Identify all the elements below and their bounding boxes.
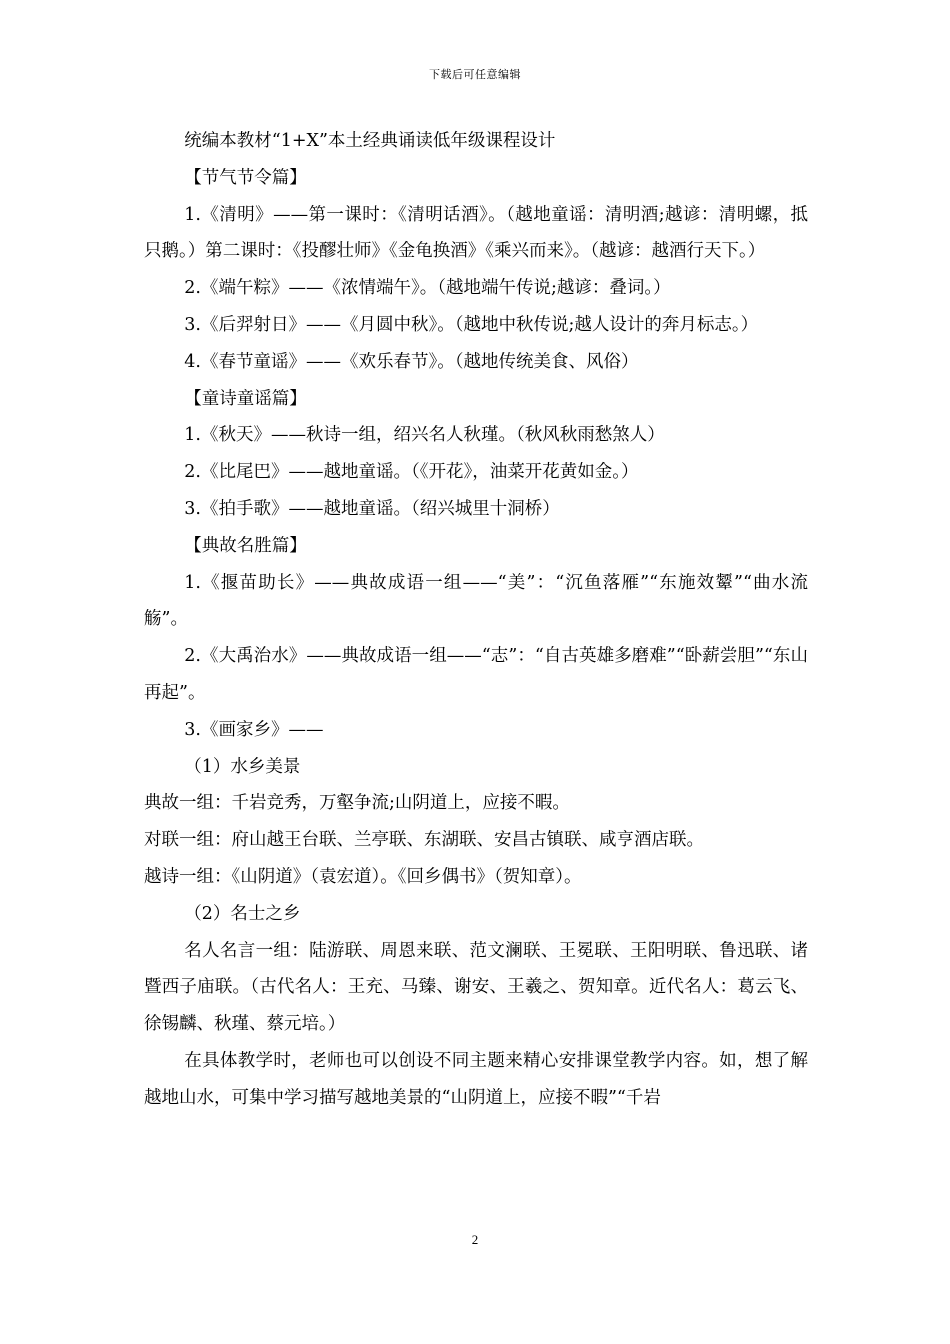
- item-qingming: 1.《清明》——第一课时：《清明话酒》。（越地童谣：清明酒;越谚：清明螺，抵只鹅。）第二课时：《投醪壮师》《金龟换酒》《乘兴而来》。（越谚：越酒行天下。）: [144, 204, 808, 262]
- line-poems-group: 越诗一组：《山阴道》（袁宏道）。《回乡偶书》（贺知章）。: [144, 866, 582, 887]
- item-clapping-song: 3.《拍手歌》——越地童谣。（绍兴城里十洞桥）: [184, 498, 560, 519]
- page-number: 2: [471, 1232, 479, 1247]
- header-note: 下载后可任意编辑: [429, 68, 521, 81]
- subheading-water-town: （1）水乡美景: [184, 756, 301, 777]
- item-hometown: 3.《画家乡》——: [184, 719, 324, 740]
- section-heading-allusions: 【典故名胜篇】: [184, 535, 307, 556]
- item-dayu: 2.《大禹治水》——典故成语一组——“志”：“自古英雄多磨难”“卧薪尝胆”“东山再起”。: [144, 646, 808, 703]
- item-yamiao: 1.《揠苗助长》——典故成语一组——“美”：“沉鱼落雁”“东施效颦”“曲水流觞”。: [144, 572, 808, 630]
- paragraph-teaching-note: 在具体教学时，老师也可以创设不同主题来精心安排课堂教学内容。如，想了解越地山水，可集中学习描写越地美景的“山阴道上，应接不暇”“千岩: [144, 1050, 808, 1108]
- subheading-scholars: （2）名士之乡: [184, 903, 301, 924]
- document-body: [144, 123, 808, 1117]
- section-heading-solar-terms: 【节气节令篇】: [184, 167, 307, 188]
- item-duanwu: 2.《端午粽》——《浓情端午》。（越地端午传说;越谚：叠词。）: [184, 278, 671, 299]
- line-famous-quotes: 名人名言一组：陆游联、周恩来联、范文澜联、王冕联、王阳明联、鲁迅联、诸暨西子庙联。（古代名人：王充、马臻、谢安、王羲之、贺知章。近代名人：葛云飞、徐锡麟、秋瑾、蔡元培。）: [144, 940, 808, 1035]
- item-spring-festival: 4.《春节童谣》——《欢乐春节》。（越地传统美食、风俗）: [184, 351, 639, 372]
- line-couplets-group: 对联一组：府山越王台联、兰亭联、东湖联、安昌古镇联、咸亨酒店联。: [144, 830, 704, 851]
- line-allusions-group: 典故一组：千岩竞秀，万壑争流;山阴道上，应接不暇。: [144, 793, 570, 814]
- item-autumn: 1.《秋天》——秋诗一组，绍兴名人秋瑾。（秋风秋雨愁煞人）: [184, 425, 665, 446]
- document-title: 统编本教材“1+X”本土经典诵读低年级课程设计: [184, 131, 556, 151]
- item-tails: 2.《比尾巴》——越地童谣。（《开花》，油菜开花黄如金。）: [184, 462, 639, 483]
- section-heading-poems: 【童诗童谣篇】: [184, 388, 307, 409]
- item-houyi: 3.《后羿射日》——《月圆中秋》。（越地中秋传说;越人设计的奔月标志。）: [184, 314, 759, 335]
